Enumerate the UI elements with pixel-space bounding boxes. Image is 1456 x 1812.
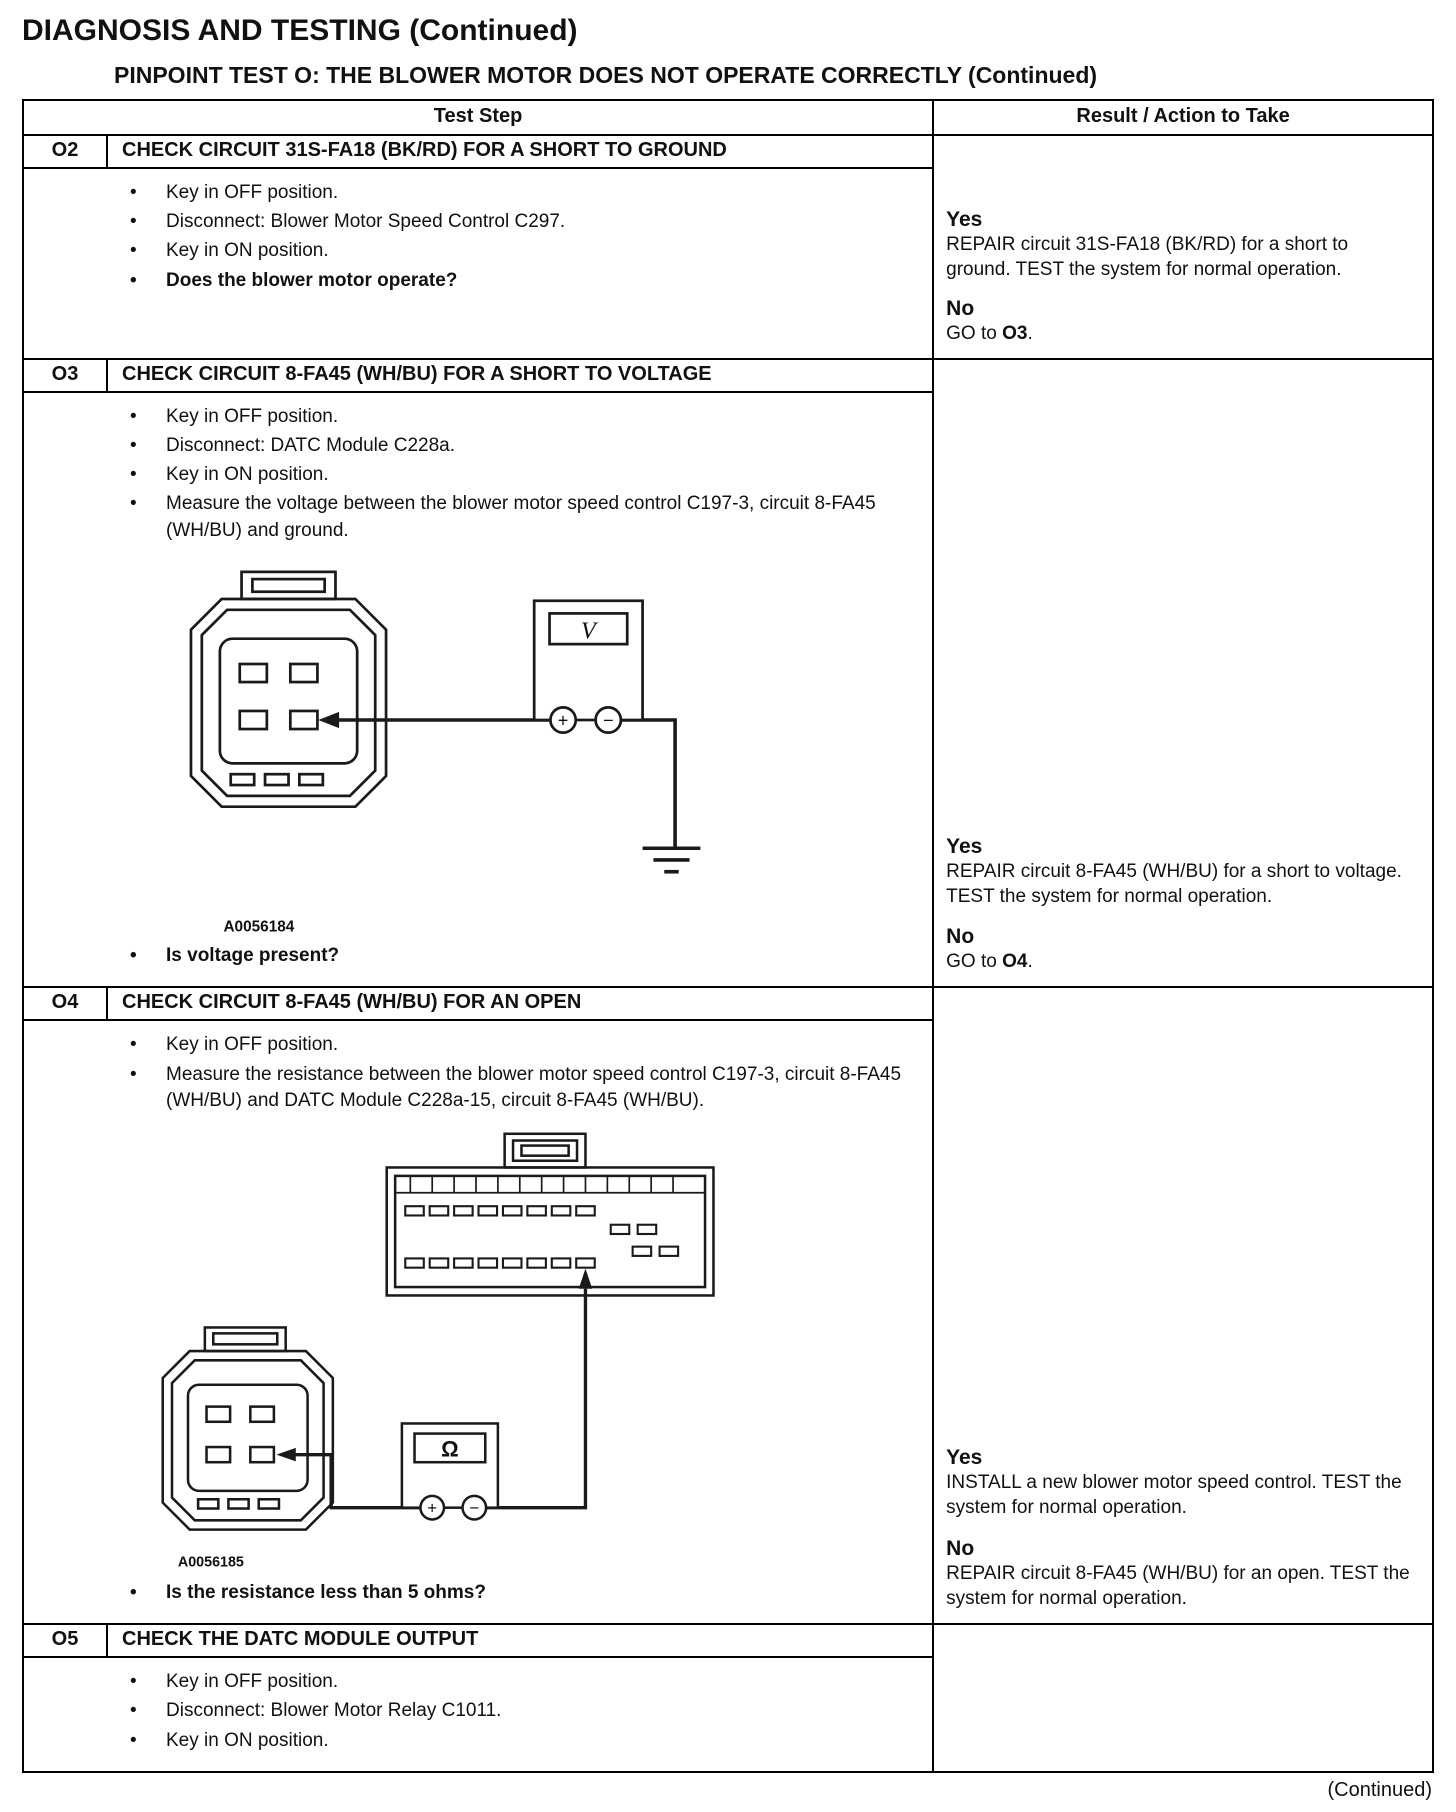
result-no-label: No [946,296,975,320]
step-o4-result-cell [932,988,1432,1623]
step-o4-header [24,988,932,1021]
bullet-list [24,180,920,294]
result-yes [946,208,1418,283]
voltmeter-symbol: V [580,617,596,645]
step-o5-header [24,1625,932,1658]
bullet-list [24,1669,920,1754]
step-o3-result-cell [932,360,1432,987]
probe-arrow-icon [318,712,339,728]
step-id: O2 [24,136,108,167]
step-o3-test-step-cell [24,360,932,987]
bullet-text: • Disconnect: Blower Motor Relay C1011. [166,1700,502,1722]
column-header-test-step: Test Step [433,105,523,127]
ohmmeter-test-diagram [124,1122,764,1577]
bullet-list [24,1032,920,1114]
step-o2-body [24,169,932,349]
result-no-action [946,321,1416,346]
action-step-ref: O3 [1002,322,1028,344]
bullet-text: • Disconnect: Blower Motor Speed Control C297. [166,211,566,233]
ohmmeter-symbol: Ω [441,1436,459,1462]
probe-arrow-up-icon [579,1269,592,1289]
result-yes-label: Yes [946,208,983,231]
result-yes [946,833,1418,910]
action-text: GO to [946,322,1003,344]
result-no-label: No [946,1536,975,1560]
step-o2-result-cell [932,136,1432,358]
step-o2-header [24,136,932,169]
bullet-item [130,462,920,488]
bullet-item [130,1669,920,1695]
result-no-label: No [946,925,975,949]
step-row-o4 [24,986,1432,1623]
bullet-item [130,1032,920,1058]
bullet-item [130,180,920,206]
bullet-item [130,433,920,459]
result-no [946,923,1418,974]
step-o3-body [24,393,932,987]
bullet-item [130,1698,920,1724]
positive-lead-sign: + [427,1498,438,1518]
bullet-text: • Measure the resistance between the blower motor speed control C197-3, circuit 8-FA45 (WH/BU) and DATC Module C228a-15, circuit 8-FA45 (WH/BU). [166,1063,902,1111]
step-row-o5 [24,1623,1432,1771]
result-no [946,297,1418,346]
figure-label: A0056185 [177,1554,244,1571]
column-header-result: Result / Action to Take [932,101,1432,134]
action-text: GO to [946,951,1003,973]
bullet-text: • Key in OFF position. [166,405,339,427]
step-title: CHECK CIRCUIT 8-FA45 (WH/BU) FOR A SHORT TO VOLTAGE [122,362,712,385]
connector-ribs [410,1176,673,1193]
question-list [24,1580,920,1606]
bullet-text: • Key in ON position. [166,464,329,486]
bullet-text: • Key in ON position. [166,240,329,262]
step-o5-test-step-cell [24,1625,932,1771]
bullet-item [130,1728,920,1754]
step-o4-test-step-cell [24,988,932,1623]
bullet-item [130,404,920,430]
module-pins [405,1206,678,1267]
action-text: . [1027,951,1033,973]
question-text: • Is voltage present? [166,945,340,967]
bullet-item [130,491,920,543]
negative-lead-sign: − [469,1498,480,1518]
result-yes-action: REPAIR circuit 8-FA45 (WH/BU) for a short to voltage. TEST the system for normal operation. [946,860,1402,907]
bullet-item [130,209,920,235]
voltmeter-test-diagram [144,552,704,940]
ohmmeter-test-figure [24,1122,920,1577]
action-step-ref: O4 [1002,951,1028,973]
result-no [946,1535,1418,1612]
table-header-row [24,101,1432,134]
bullet-text: • Measure the voltage between the blower motor speed control C197-3, circuit 8-FA45 (WH/BU) and ground. [166,493,876,541]
step-o5-body [24,1658,932,1771]
result-yes-label: Yes [946,834,983,858]
bullet-text: • Key in ON position. [166,1729,329,1751]
step-title: CHECK CIRCUIT 31S-FA18 (BK/RD) FOR A SHORT TO GROUND [122,139,727,161]
question-item [130,943,920,969]
voltmeter-test-figure [24,552,920,940]
result-no-action: REPAIR circuit 8-FA45 (WH/BU) for an open. TEST the system for normal operation. [946,1562,1410,1609]
page-title: DIAGNOSIS AND TESTING (Continued) [22,14,578,47]
step-title: CHECK CIRCUIT 8-FA45 (WH/BU) FOR AN OPEN [122,991,582,1014]
result-yes-label: Yes [946,1446,983,1470]
pinpoint-test-table [22,99,1434,1773]
step-o3-header [24,360,932,393]
ground-symbol-icon [643,848,701,871]
step-o4-body [24,1021,932,1623]
connector-4pin-icon [163,1328,333,1530]
continued-footer: (Continued) [1327,1778,1432,1801]
figure-label: A0056184 [223,918,295,936]
step-o5-result-cell [932,1625,1432,1771]
bullet-item [130,1062,920,1114]
step-row-o3 [24,358,1432,987]
bullet-text: • Key in OFF position. [166,1034,339,1056]
question-item [130,1580,920,1606]
step-o2-test-step-cell [24,136,932,358]
bullet-text: • Disconnect: DATC Module C228a. [166,435,455,457]
question-list [24,943,920,969]
question-text: • Does the blower motor operate? [166,269,458,291]
negative-lead-sign: − [602,710,614,731]
action-text: . [1027,322,1033,344]
module-connector-icon [387,1134,714,1296]
result-no-action [946,949,1416,974]
bullet-text: • Key in OFF position. [166,182,339,203]
step-id: O5 [24,1625,108,1656]
step-title: CHECK THE DATC MODULE OUTPUT [122,1628,479,1651]
bullet-item [130,238,920,264]
result-yes-action: INSTALL a new blower motor speed control. TEST the system for normal operation. [946,1472,1402,1519]
step-id: O4 [24,988,108,1019]
question-text: • Is the resistance less than 5 ohms? [166,1581,486,1603]
connector-4pin-icon [191,572,386,807]
question-item [130,268,920,294]
bullet-list [24,404,920,544]
result-yes [946,1444,1418,1521]
bullet-text: • Key in OFF position. [166,1671,339,1693]
step-row-o2 [24,134,1432,358]
step-id: O3 [24,360,108,391]
pinpoint-test-title: PINPOINT TEST O: THE BLOWER MOTOR DOES NOT OPERATE CORRECTLY (Continued) [114,62,1098,88]
positive-lead-sign: + [557,710,569,731]
result-yes-action: REPAIR circuit 31S-FA18 (BK/RD) for a short to ground. TEST the system for normal operation. [946,234,1349,281]
probe-arrow-icon [276,1448,295,1461]
